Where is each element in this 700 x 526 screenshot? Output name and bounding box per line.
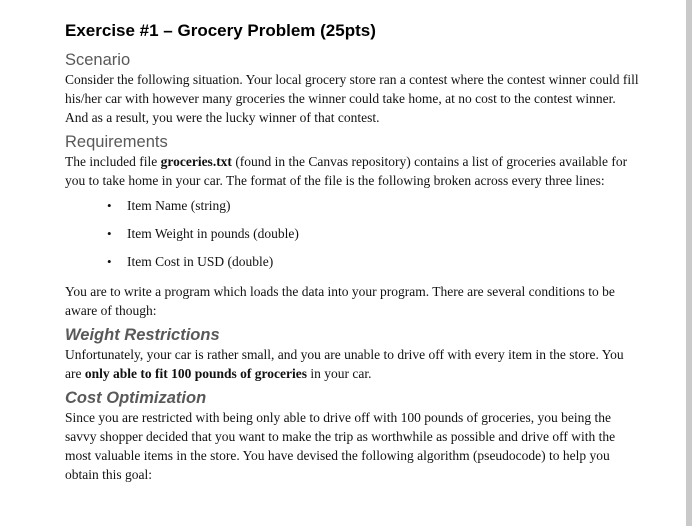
- page-edge-scrollbar: [686, 0, 692, 526]
- weight-paragraph: [65, 345, 640, 383]
- bullet-icon: •: [107, 198, 112, 213]
- exercise-title: Exercise #1 – Grocery Problem (25pts): [65, 21, 376, 40]
- document-content: [65, 20, 640, 489]
- bullet-icon: •: [107, 226, 112, 241]
- requirements-followup: You are to write a program which loads the data into your program. There are several conditions to be aware of though:: [65, 284, 615, 318]
- requirements-paragraph: [65, 152, 640, 190]
- file-format-list: [65, 196, 640, 280]
- requirements-text-after: (found in the Canvas repository) contains a list of groceries available for you to take home in your car. The format of the file is the following broken across every three lines:: [65, 154, 628, 188]
- scenario-heading: Scenario: [65, 51, 131, 69]
- list-item: [107, 252, 640, 280]
- weight-text-after: in your car.: [306, 366, 372, 381]
- list-item-text: Item Cost in USD (double): [127, 254, 274, 269]
- weight-emphasis: only able to fit 100 pounds of groceries: [84, 366, 307, 381]
- weight-text-before: Unfortunately, your car is rather small, and you are unable to drive off with every item in the store. You are: [65, 347, 624, 381]
- scenario-paragraph: Consider the following situation. Your local grocery store ran a contest where the contest winner could fill his/her car with however many groceries the winner could take home, at no cost to the contest winner. And as a result, you were the lucky winner of that contest.: [65, 72, 639, 125]
- cost-paragraph: Since you are restricted with being only able to drive off with 100 pounds of groceries, you being the savvy shopper decided that you want to make the trip as worthwhile as possible and drive off with the most valuable items in the store. You have devised the following algorithm (pseudocode) to help you obtain this goal:: [65, 410, 616, 482]
- weight-section: [65, 325, 640, 383]
- file-name: groceries.txt: [160, 154, 232, 169]
- bullet-icon: •: [107, 254, 112, 269]
- requirements-section: [65, 132, 640, 320]
- list-item-text: Item Weight in pounds (double): [127, 226, 299, 241]
- cost-section: [65, 388, 640, 484]
- list-item: [107, 196, 640, 224]
- list-item-text: Item Name (string): [127, 198, 231, 213]
- requirements-heading: Requirements: [65, 133, 168, 151]
- cost-heading: Cost Optimization: [65, 389, 207, 407]
- weight-heading: Weight Restrictions: [65, 326, 220, 344]
- requirements-text-before: The included file: [65, 154, 161, 169]
- scenario-section: [65, 50, 640, 127]
- list-item: [107, 224, 640, 252]
